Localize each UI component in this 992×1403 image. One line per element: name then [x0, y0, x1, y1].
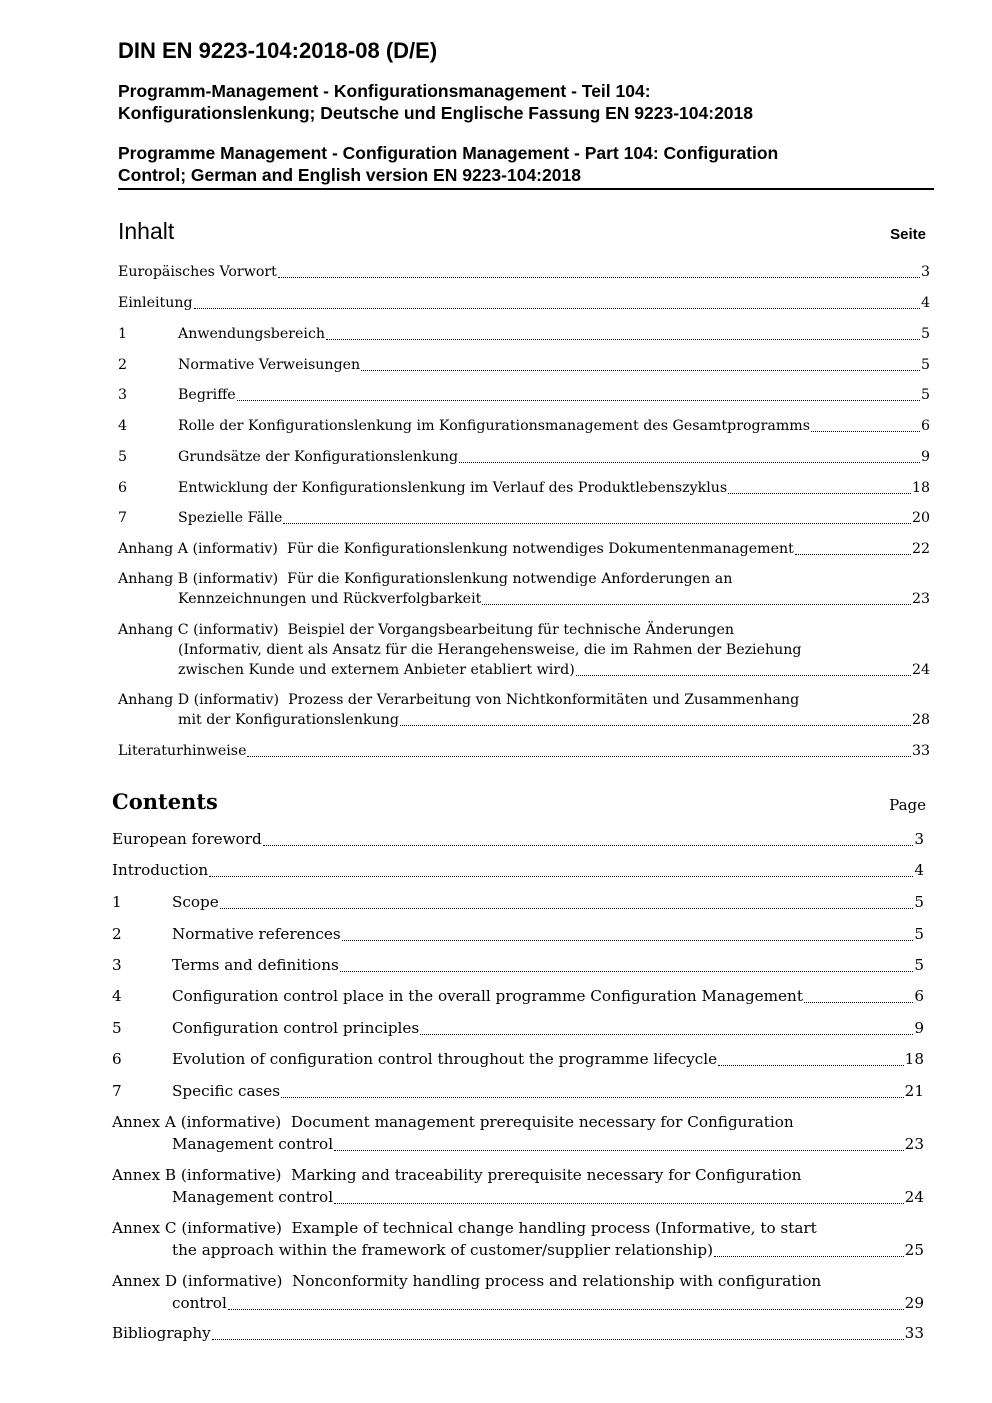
- toc-section-number: 6: [112, 1050, 122, 1068]
- leader-dots: [334, 1203, 904, 1204]
- toc-entry-text: Spezielle Fälle: [178, 510, 283, 526]
- leader-dots: [482, 604, 911, 605]
- toc-entry-text: European foreword: [112, 830, 262, 848]
- toc-entry-line: [118, 385, 930, 405]
- toc-page-number: 5: [920, 326, 930, 342]
- toc-section-number: 5: [112, 1019, 122, 1037]
- toc-page-number: 23: [904, 1135, 924, 1153]
- toc-entry[interactable]: [118, 741, 930, 761]
- document-header: [118, 38, 934, 185]
- toc-entry-text: Europäisches Vorwort: [118, 264, 277, 280]
- leader-dots: [714, 1256, 904, 1257]
- toc-entry-text: Entwicklung der Konfigurationslenkung im Verlauf des Produktlebenszyklus: [178, 480, 728, 496]
- toc-entry-text: Scope: [172, 893, 219, 911]
- toc-page-number: 24: [911, 662, 930, 678]
- toc-entry[interactable]: [118, 539, 930, 559]
- toc-entry-line: [118, 539, 930, 559]
- toc-entry-text: Document management prerequisite necessary for Configuration: [290, 1113, 794, 1131]
- leader-dots: [283, 523, 911, 524]
- toc-entry-line: [112, 1133, 924, 1155]
- annex-label: [112, 1270, 292, 1292]
- leader-dots: [361, 370, 920, 371]
- toc-entry-line: [118, 447, 930, 467]
- toc-page-number: 20: [911, 510, 930, 526]
- toc-entry[interactable]: [118, 355, 930, 375]
- toc-entry[interactable]: [118, 690, 930, 730]
- leader-dots: [334, 1150, 904, 1151]
- toc-entry[interactable]: [112, 1270, 924, 1314]
- leader-dots: [247, 756, 910, 757]
- annex-label: [112, 1111, 291, 1133]
- toc-entry-line: [112, 954, 924, 976]
- toc-section-number: 6: [118, 480, 128, 496]
- toc-entry-text: Management control: [172, 1135, 334, 1153]
- annex-id: Anhang C (informativ): [118, 622, 279, 638]
- leader-dots: [400, 725, 911, 726]
- leader-dots: [795, 554, 911, 555]
- toc-entry[interactable]: [118, 620, 930, 680]
- toc-entry-text: Für die Konfigurationslenkung notwendiges Dokumentenmanagement: [286, 541, 794, 557]
- toc-page-number: 5: [914, 893, 924, 911]
- toc-page-number: 22: [911, 541, 930, 557]
- toc-entry-text: Marking and traceability prerequisite necessary for Configuration: [291, 1166, 802, 1184]
- toc-section-number: 5: [118, 449, 128, 465]
- toc-entry-line: [112, 1292, 924, 1314]
- toc-page-number: 4: [914, 861, 924, 879]
- toc-entry[interactable]: [112, 1048, 924, 1070]
- toc-page-number: 3: [920, 264, 930, 280]
- toc-entry-text: control: [172, 1294, 227, 1312]
- toc-entry-text: Nonconformity handling process and relationship with configuration: [292, 1272, 822, 1290]
- leader-dots: [420, 1034, 913, 1035]
- toc-entry-line: [118, 293, 930, 313]
- annex-id: Anhang D (informativ): [118, 692, 280, 708]
- leader-dots: [459, 462, 920, 463]
- toc-entry[interactable]: [112, 1080, 924, 1102]
- toc-entry-line: [112, 859, 924, 881]
- toc-page-number: 24: [904, 1188, 924, 1206]
- toc-entry[interactable]: [118, 416, 930, 436]
- toc-entry-line: [118, 620, 930, 640]
- toc-page-number: 33: [904, 1324, 924, 1342]
- toc-entry-text: Introduction: [112, 861, 209, 879]
- leader-dots: [281, 1097, 904, 1098]
- annex-id: Annex D: [112, 1272, 178, 1290]
- toc-entry-line: [118, 478, 930, 498]
- toc-entry-text: Specific cases: [172, 1082, 281, 1100]
- header-divider: [118, 188, 934, 190]
- toc-page-number: 9: [914, 1019, 924, 1037]
- toc-entry-line: [118, 569, 930, 589]
- toc-page-number: 23: [911, 591, 930, 607]
- leader-dots: [342, 940, 914, 941]
- toc-entry[interactable]: [118, 385, 930, 405]
- annex-tag: (informative): [181, 1219, 282, 1237]
- toc-entry-line: [112, 1111, 924, 1133]
- title-english: [118, 142, 778, 186]
- toc-heading-english: Contents: [112, 789, 218, 814]
- toc-entry-text: zwischen Kunde und externem Anbieter etabliert wird): [178, 662, 575, 678]
- leader-dots: [212, 1339, 904, 1340]
- annex-tag: (informative): [181, 1272, 283, 1290]
- toc-entry-line: [112, 923, 924, 945]
- toc-entry-line: [112, 1239, 924, 1261]
- toc-entry-text: Management control: [172, 1188, 334, 1206]
- toc-page-number: 3: [914, 830, 924, 848]
- toc-entry-line: [112, 1017, 924, 1039]
- leader-dots: [718, 1065, 904, 1066]
- toc-entry-text: Example of technical change handling process (Informative, to start: [291, 1219, 817, 1237]
- toc-entry-line: [112, 1270, 924, 1292]
- title-german-line-2: Konfigurationslenkung; Deutsche und Englische Fassung EN 9223-104:2018: [118, 103, 754, 123]
- toc-entry[interactable]: [112, 954, 924, 976]
- toc-page-number: 5: [914, 925, 924, 943]
- toc-entry[interactable]: [118, 324, 930, 344]
- leader-dots: [228, 1309, 904, 1310]
- annex-id: Annex B: [112, 1166, 177, 1184]
- title-german: [118, 80, 753, 124]
- toc-section-number: 1: [112, 893, 122, 911]
- toc-entry-line: [112, 1164, 924, 1186]
- toc-page-number: 28: [911, 712, 930, 728]
- toc-entry-text: Prozess der Verarbeitung von Nichtkonformitäten und Zusammenhang: [288, 692, 800, 708]
- title-german-line-1: Programm-Management - Konfigurationsmanagement - Teil 104:: [118, 81, 651, 101]
- toc-entry-text: Normative Verweisungen: [178, 357, 361, 373]
- leader-dots: [237, 400, 920, 401]
- leader-dots: [326, 339, 920, 340]
- annex-label: [112, 1164, 291, 1186]
- toc-entry-line: [112, 985, 924, 1007]
- toc-page-number: 18: [904, 1050, 924, 1068]
- toc-entry-line: [112, 1048, 924, 1070]
- toc-entry-line: [112, 1186, 924, 1208]
- toc-entry-line: [112, 1080, 924, 1102]
- toc-page-number: 6: [914, 987, 924, 1005]
- toc-page-number: 5: [920, 387, 930, 403]
- toc-entry-line: [118, 710, 930, 730]
- document-id: DIN EN 9223-104:2018-08 (D/E): [118, 38, 438, 63]
- toc-entry[interactable]: [112, 985, 924, 1007]
- toc-section-number: 4: [118, 418, 128, 434]
- annex-label: [118, 690, 288, 710]
- toc-page-number: 4: [920, 295, 930, 311]
- toc-page-number: 29: [904, 1294, 924, 1312]
- toc-section-number: 3: [118, 387, 128, 403]
- annex-label: [118, 569, 287, 589]
- leader-dots: [278, 277, 920, 278]
- annex-tag: (informative): [180, 1166, 282, 1184]
- toc-entry[interactable]: [118, 262, 930, 282]
- toc-entry-line: [118, 416, 930, 436]
- toc-section-number: 1: [118, 326, 128, 342]
- toc-entry-line: [118, 262, 930, 282]
- toc-section-number: 7: [112, 1082, 122, 1100]
- toc-page-label-german: Seite: [890, 226, 926, 243]
- toc-entry-line: [112, 1217, 924, 1239]
- annex-label: [112, 1217, 292, 1239]
- toc-page-number: 5: [920, 357, 930, 373]
- toc-entry-line: [118, 324, 930, 344]
- toc-section-number: 2: [118, 357, 128, 373]
- toc-entry-line: [112, 891, 924, 913]
- leader-dots: [811, 431, 920, 432]
- annex-tag: (informative): [180, 1113, 282, 1131]
- toc-page-number: 21: [904, 1082, 924, 1100]
- toc-entry[interactable]: [112, 1322, 924, 1344]
- toc-entry[interactable]: [112, 1217, 924, 1261]
- toc-section-number: 3: [112, 956, 122, 974]
- toc-entry-text: Bibliography: [112, 1324, 211, 1342]
- toc-entry-text: the approach within the framework of customer/supplier relationship): [172, 1241, 714, 1259]
- toc-entry[interactable]: [112, 859, 924, 881]
- leader-dots: [576, 675, 911, 676]
- toc-page-number: 9: [920, 449, 930, 465]
- annex-label: [118, 539, 287, 559]
- toc-entry-text: Rolle der Konfigurationslenkung im Konfigurationsmanagement des Gesamtprogramms: [178, 418, 811, 434]
- toc-entry[interactable]: [112, 1017, 924, 1039]
- toc-entry-text: Einleitung: [118, 295, 193, 311]
- toc-entry-text: Normative references: [172, 925, 341, 943]
- toc-entry-text: Terms and definitions: [172, 956, 339, 974]
- leader-dots: [804, 1002, 913, 1003]
- toc-entry-text: Beispiel der Vorgangsbearbeitung für technische Änderungen: [287, 622, 735, 638]
- toc-entry-line: [118, 660, 930, 680]
- annex-label: [118, 620, 288, 640]
- leader-dots: [263, 845, 914, 846]
- toc-entry-line: [112, 1322, 924, 1344]
- leader-dots: [209, 876, 913, 877]
- toc-page-number: 18: [911, 480, 930, 496]
- leader-dots: [728, 493, 911, 494]
- toc-entry-text: Configuration control place in the overall programme Configuration Management: [172, 987, 803, 1005]
- toc-page-number: 33: [911, 743, 930, 759]
- leader-dots: [340, 971, 914, 972]
- toc-entry-text: mit der Konfigurationslenkung: [178, 712, 400, 728]
- title-english-line-2: Control; German and English version EN 9223-104:2018: [118, 165, 581, 185]
- toc-entry[interactable]: [118, 293, 930, 313]
- toc-section-number: 2: [112, 925, 122, 943]
- toc-entry-text: Grundsätze der Konfigurationslenkung: [178, 449, 459, 465]
- toc-entry-line: [118, 355, 930, 375]
- toc-entry[interactable]: [112, 1111, 924, 1155]
- toc-entry[interactable]: [118, 478, 930, 498]
- leader-dots: [194, 308, 920, 309]
- toc-entry-line: [118, 741, 930, 761]
- toc-page-number: 25: [904, 1241, 924, 1259]
- annex-id: Annex C: [112, 1219, 177, 1237]
- toc-entry[interactable]: [118, 569, 930, 609]
- toc-entry-text: Literaturhinweise: [118, 743, 247, 759]
- toc-entry-line: [118, 589, 930, 609]
- toc-entry-text: Kennzeichnungen und Rückverfolgbarkeit: [178, 591, 482, 607]
- toc-entry-text: Für die Konfigurationslenkung notwendige Anforderungen an: [287, 571, 733, 587]
- toc-entry-line: [118, 508, 930, 528]
- toc-entry-text: (Informativ, dient als Ansatz für die Herangehensweise, die im Rahmen der Beziehung: [178, 642, 802, 658]
- leader-dots: [220, 908, 914, 909]
- toc-entry[interactable]: [112, 891, 924, 913]
- annex-id: Anhang A (informativ): [118, 541, 278, 557]
- toc-entry[interactable]: [112, 1164, 924, 1208]
- toc-heading-german: Inhalt: [118, 218, 175, 244]
- toc-section-number: 4: [112, 987, 122, 1005]
- toc-entry-line: [112, 828, 924, 850]
- toc-page-number: 5: [914, 956, 924, 974]
- toc-entry-line: [118, 640, 930, 660]
- toc-entry[interactable]: [112, 923, 924, 945]
- toc-entry[interactable]: [112, 828, 924, 850]
- title-english-line-1: Programme Management - Configuration Management - Part 104: Configuration: [118, 143, 779, 163]
- toc-entry-line: [118, 690, 930, 710]
- annex-id: Anhang B (informativ): [118, 571, 279, 587]
- toc-entry-text: Anwendungsbereich: [178, 326, 326, 342]
- toc-section-number: 7: [118, 510, 128, 526]
- toc-page-number: 6: [920, 418, 930, 434]
- toc-entry-text: Begriffe: [178, 387, 236, 403]
- annex-id: Annex A: [112, 1113, 176, 1131]
- toc-entry[interactable]: [118, 508, 930, 528]
- toc-page-label-english: Page: [889, 796, 926, 814]
- toc-entry-text: Evolution of configuration control throughout the programme lifecycle: [172, 1050, 718, 1068]
- toc-entry[interactable]: [118, 447, 930, 467]
- toc-entry-text: Configuration control principles: [172, 1019, 420, 1037]
